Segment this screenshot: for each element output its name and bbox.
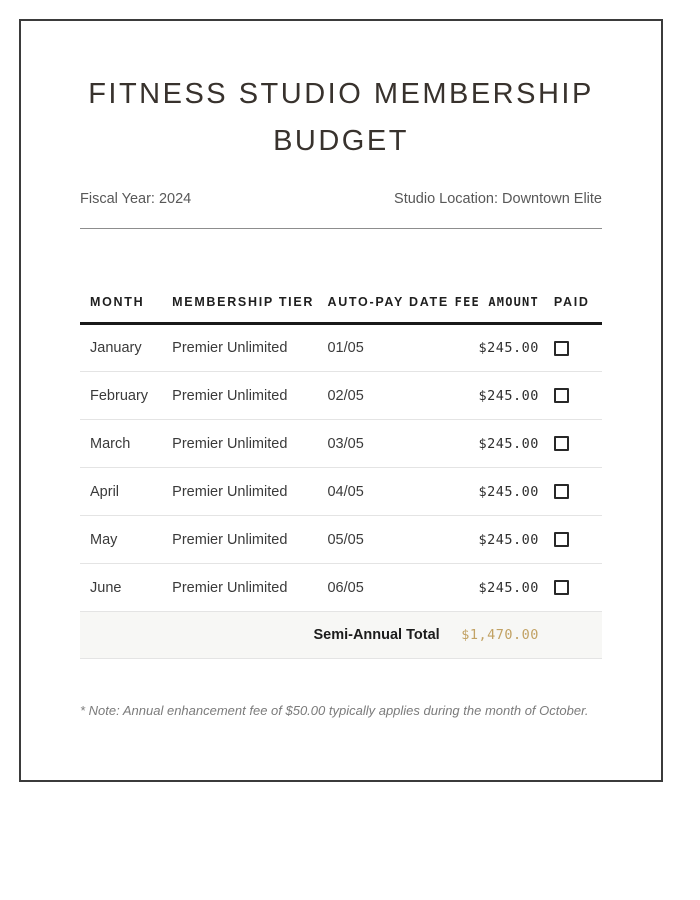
table-row (80, 564, 602, 612)
paid-cell (554, 516, 602, 564)
paid-cell (554, 372, 602, 420)
meta-row (80, 191, 602, 207)
footnote: * Note: Annual enhancement fee of $50.00 typically applies during the month of October. (80, 703, 589, 718)
paid-checkbox[interactable] (554, 532, 569, 547)
fiscal-year-label: Fiscal Year: 2024 (80, 191, 192, 207)
autopay-date-cell: 01/05 (327, 324, 447, 372)
table-row (80, 420, 602, 468)
page-title: FITNESS STUDIO MEMBERSHIP BUDGET (88, 78, 594, 157)
paid-cell (554, 420, 602, 468)
paid-checkbox[interactable] (554, 341, 569, 356)
column-header-fee-amount: FEE AMOUNT (448, 283, 554, 324)
fee-amount-cell: $245.00 (448, 372, 554, 420)
fee-amount-cell: $245.00 (448, 468, 554, 516)
column-header-membership-tier: MEMBERSHIP TIER (172, 283, 327, 324)
autopay-date-cell: 05/05 (327, 516, 447, 564)
paid-cell (554, 468, 602, 516)
budget-sheet (19, 19, 663, 782)
table-header-row (80, 283, 602, 324)
fee-amount-cell: $245.00 (448, 420, 554, 468)
total-label: Semi-Annual Total (80, 612, 448, 659)
tier-cell: Premier Unlimited (172, 372, 327, 420)
budget-table (80, 283, 602, 659)
studio-location-label: Studio Location: Downtown Elite (394, 191, 602, 207)
tier-cell: Premier Unlimited (172, 468, 327, 516)
autopay-date-cell: 02/05 (327, 372, 447, 420)
autopay-date-cell: 04/05 (327, 468, 447, 516)
month-cell: January (80, 324, 172, 372)
fee-amount-cell: $245.00 (448, 324, 554, 372)
paid-checkbox[interactable] (554, 388, 569, 403)
paid-cell (554, 324, 602, 372)
month-cell: February (80, 372, 172, 420)
table-row (80, 324, 602, 372)
header-divider (80, 228, 602, 229)
paid-checkbox[interactable] (554, 436, 569, 451)
tier-cell: Premier Unlimited (172, 516, 327, 564)
tier-cell: Premier Unlimited (172, 324, 327, 372)
table-row (80, 468, 602, 516)
table-row (80, 516, 602, 564)
tier-cell: Premier Unlimited (172, 420, 327, 468)
column-header-paid: PAID (554, 283, 602, 324)
month-cell: March (80, 420, 172, 468)
paid-checkbox[interactable] (554, 580, 569, 595)
month-cell: May (80, 516, 172, 564)
total-paid-cell (554, 612, 602, 659)
table-row (80, 372, 602, 420)
paid-checkbox[interactable] (554, 484, 569, 499)
paid-cell (554, 564, 602, 612)
fee-amount-cell: $245.00 (448, 516, 554, 564)
tier-cell: Premier Unlimited (172, 564, 327, 612)
total-row (80, 612, 602, 659)
column-header-month: MONTH (80, 283, 172, 324)
autopay-date-cell: 06/05 (327, 564, 447, 612)
autopay-date-cell: 03/05 (327, 420, 447, 468)
total-amount: $1,470.00 (448, 612, 554, 659)
month-cell: April (80, 468, 172, 516)
month-cell: June (80, 564, 172, 612)
fee-amount-cell: $245.00 (448, 564, 554, 612)
column-header-autopay-date: AUTO-PAY DATE (327, 283, 447, 324)
